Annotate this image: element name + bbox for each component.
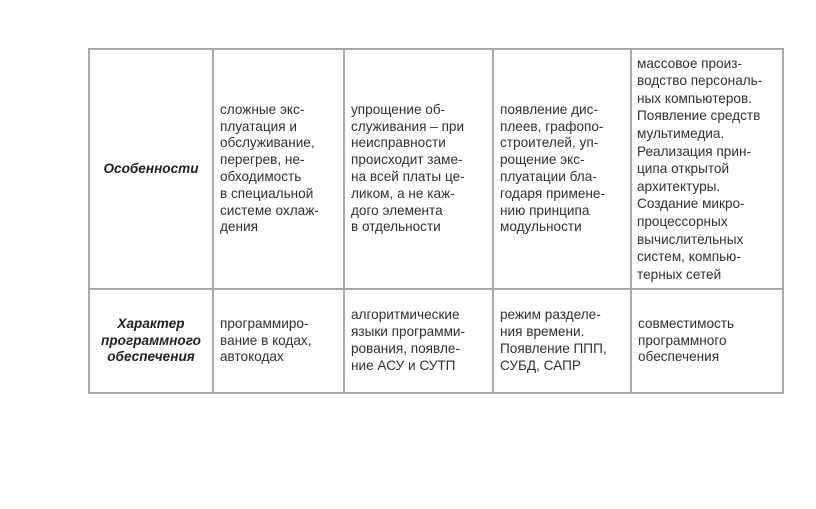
table-cell: массовое произ- водство персональ- ных компьютеров. Появление средств мультимедиа. Реализация прин- ципа открытой архитектуры. Создание микро- процессорных вычислительных систем, компью- терных сетей	[631, 49, 783, 289]
table-cell: режим разделе- ния времени. Появление ППП, СУБД, САПР	[493, 289, 631, 393]
table-cell: появление дис- плеев, графопо- строителей, уп- рощение экс- плуатации бла- годаря примене- нию принципа модульности	[493, 49, 631, 289]
generations-table	[88, 48, 784, 394]
table-cell: алгоритмические языки программи- рования, появле- ние АСУ и СУТП	[344, 289, 493, 393]
table-cell: совместимость программного обеспечения	[631, 289, 783, 393]
row-header-features: Особенности	[89, 49, 213, 289]
table-row-features	[89, 49, 783, 289]
table-cell: сложные экс- плуатация и обслуживание, перегрев, не- обходимость в специальной системе охлаж- дения	[213, 49, 344, 289]
table-cell: упрощение об- служивания – при неисправности происходит заме- на всей платы це- ликом, а не каж- дого элемента в отдельности	[344, 49, 493, 289]
table-cell: программиро- вание в кодах, автокодах	[213, 289, 344, 393]
row-header-software: Характер программного обеспечения	[89, 289, 213, 393]
table-row-software	[89, 289, 783, 393]
